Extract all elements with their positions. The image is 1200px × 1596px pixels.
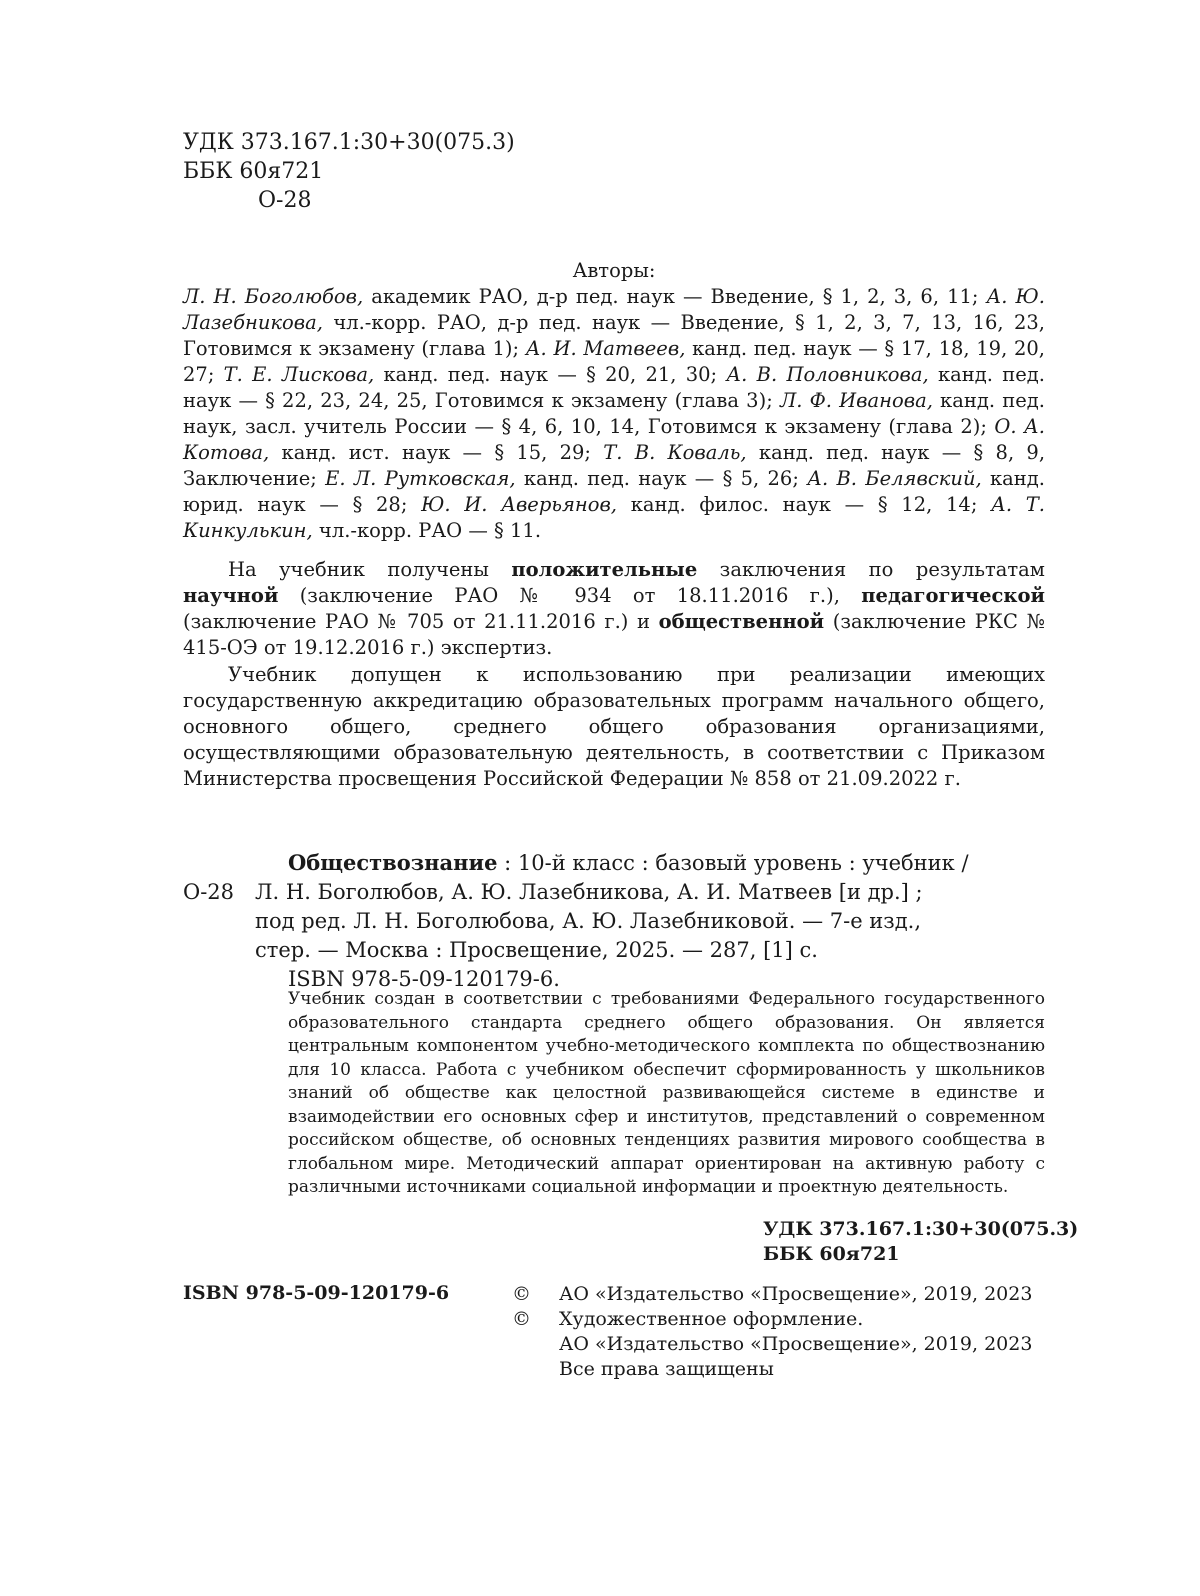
author-contribution: канд. юрид. наук — § 28; — [183, 467, 1046, 516]
author-contribution: канд. пед. наук — § 22, 23, 24, 25, Готовимся к экзамену (глава 3); — [183, 363, 1046, 412]
biblio-authors-line: О-28 Л. Н. Боголюбов, А. Ю. Лазебникова, А. И. Матвеев [и др.] ; — [183, 878, 1045, 907]
author-contribution: канд. пед. наук — § 8, 9, Заключение; — [183, 441, 1046, 490]
annotation: Учебник создан в соответствии с требованиями Федерального государственного образовательного стандарта среднего общего образования. Он является центральным компонентом учебно-методического комплекта по обществознанию для 10 класса. Работа с учебником обеспечит сформированность у школьников знаний об обществе как целостной развивающейся системе в единстве и взаимодействии его основных сфер и институтов, представлений о современном российском обществе, об основных тенденциях развития мирового сообщества в глобальном мире. Методический аппарат ориентирован на активную работу с различными источниками социальной информации и проектную деятельность. — [288, 989, 1045, 1197]
author-contribution: академик РАО, д-р пед. наук — Введение, § 1, 2, 3, 6, 11; — [363, 285, 987, 308]
biblio-imprint-line: стер. — Москва : Просвещение, 2025. — 287, [1] с. — [255, 938, 818, 962]
copyright-line: © Художественное оформление. — [512, 1308, 864, 1330]
authors-heading: Авторы: — [572, 259, 656, 282]
copyright-line: АО «Издательство «Просвещение», 2019, 2023 — [559, 1333, 1033, 1355]
author-name: Е. Л. Рутковская, — [325, 467, 516, 490]
bibliographic-record — [183, 848, 1045, 994]
biblio-editors-line: под ред. Л. Н. Боголюбова, А. Ю. Лазебниковой. — 7-е изд., — [255, 909, 922, 933]
bbk-code: ББК 60я721 — [183, 159, 324, 184]
biblio-title-line: Обществознание : 10-й класс : базовый уровень : учебник / — [288, 850, 969, 875]
author-name: Ю. И. Аверьянов, — [421, 493, 617, 516]
book-title: Обществознание — [288, 850, 498, 875]
footer-bbk: ББК 60я721 — [763, 1243, 900, 1265]
author-mark: О-28 — [258, 188, 312, 213]
author-name: А. В. Белявский, — [807, 467, 982, 490]
author-contribution: канд. ист. наук — § 15, 29; — [269, 441, 604, 464]
authors-block — [183, 258, 1045, 544]
isbn: ISBN 978-5-09-120179-6 — [183, 1282, 450, 1304]
author-contribution: канд. пед. наук — § 17, 18, 19, 20, 27; — [183, 337, 1045, 386]
author-name: Т. Е. Лискова, — [223, 363, 375, 386]
expertise-paragraph: На учебник получены положительные заключения по результатам научной (заключение РАО № 934 от 18.11.2016 г.), педагогической (заключение РАО № 705 от 21.11.2016 г.) и общественной (заключение РКС № 415-ОЭ от 19.12.2016 г.) экспертиз. — [183, 558, 1045, 659]
author-mark: О-28 — [183, 880, 235, 904]
copyright-symbol: © — [512, 1283, 531, 1305]
author-name: А. И. Матвеев, — [525, 337, 686, 360]
author-name: Т. В. Коваль, — [603, 441, 747, 464]
author-name: А. Т. Кинкулькин, — [183, 493, 1045, 542]
author-contribution: канд. пед. наук — § 5, 26; — [515, 467, 808, 490]
biblio-isbn: ISBN 978-5-09-120179-6. — [288, 967, 560, 991]
author-contribution: канд. пед. наук — § 20, 21, 30; — [374, 363, 727, 386]
footer-udk: УДК 373.167.1:30+30(075.3) — [763, 1218, 1079, 1240]
author-contribution: канд. пед. наук, засл. учитель России — § 4, 6, 10, 14, Готовимся к экзамену (глава 2); — [183, 389, 1045, 438]
classification-block — [183, 128, 515, 215]
authors-list — [183, 284, 1045, 544]
rights-reserved: Все права защищены — [559, 1358, 774, 1380]
author-name: О. А. Котова, — [183, 415, 1045, 464]
author-name: Л. Н. Боголюбов, — [183, 285, 364, 308]
author-contribution: канд. филос. наук — § 12, 14; — [617, 493, 992, 516]
copyright-symbol: © — [512, 1308, 531, 1330]
udk-code: УДК 373.167.1:30+30(075.3) — [183, 130, 515, 155]
footer-classification — [763, 1217, 1078, 1267]
author-name: А. В. Половникова, — [726, 363, 929, 386]
author-name: А. Ю. Лазебникова, — [183, 285, 1045, 334]
author-name: Л. Ф. Иванова, — [779, 389, 933, 412]
copyright-line: © АО «Издательство «Просвещение», 2019, 2023 — [512, 1283, 1033, 1305]
copyright-block — [512, 1282, 1032, 1382]
author-contribution: чл.-корр. РАО — § 11. — [312, 519, 542, 542]
author-contribution: чл.-корр. РАО, д-р пед. наук — Введение, § 1, 2, 3, 7, 13, 16, 23, Готовимся к экзамену (глава 1); — [183, 311, 1045, 360]
approval-paragraph: Учебник допущен к использованию при реализации имеющих государственную аккредитацию образовательных программ начального общего, основного общего, среднего общего образования организациями, осуществляющими образовательную деятельность, в соответствии с Приказом Министерства просвещения Российской Федерации № 858 от 21.09.2022 г. — [183, 663, 1045, 790]
